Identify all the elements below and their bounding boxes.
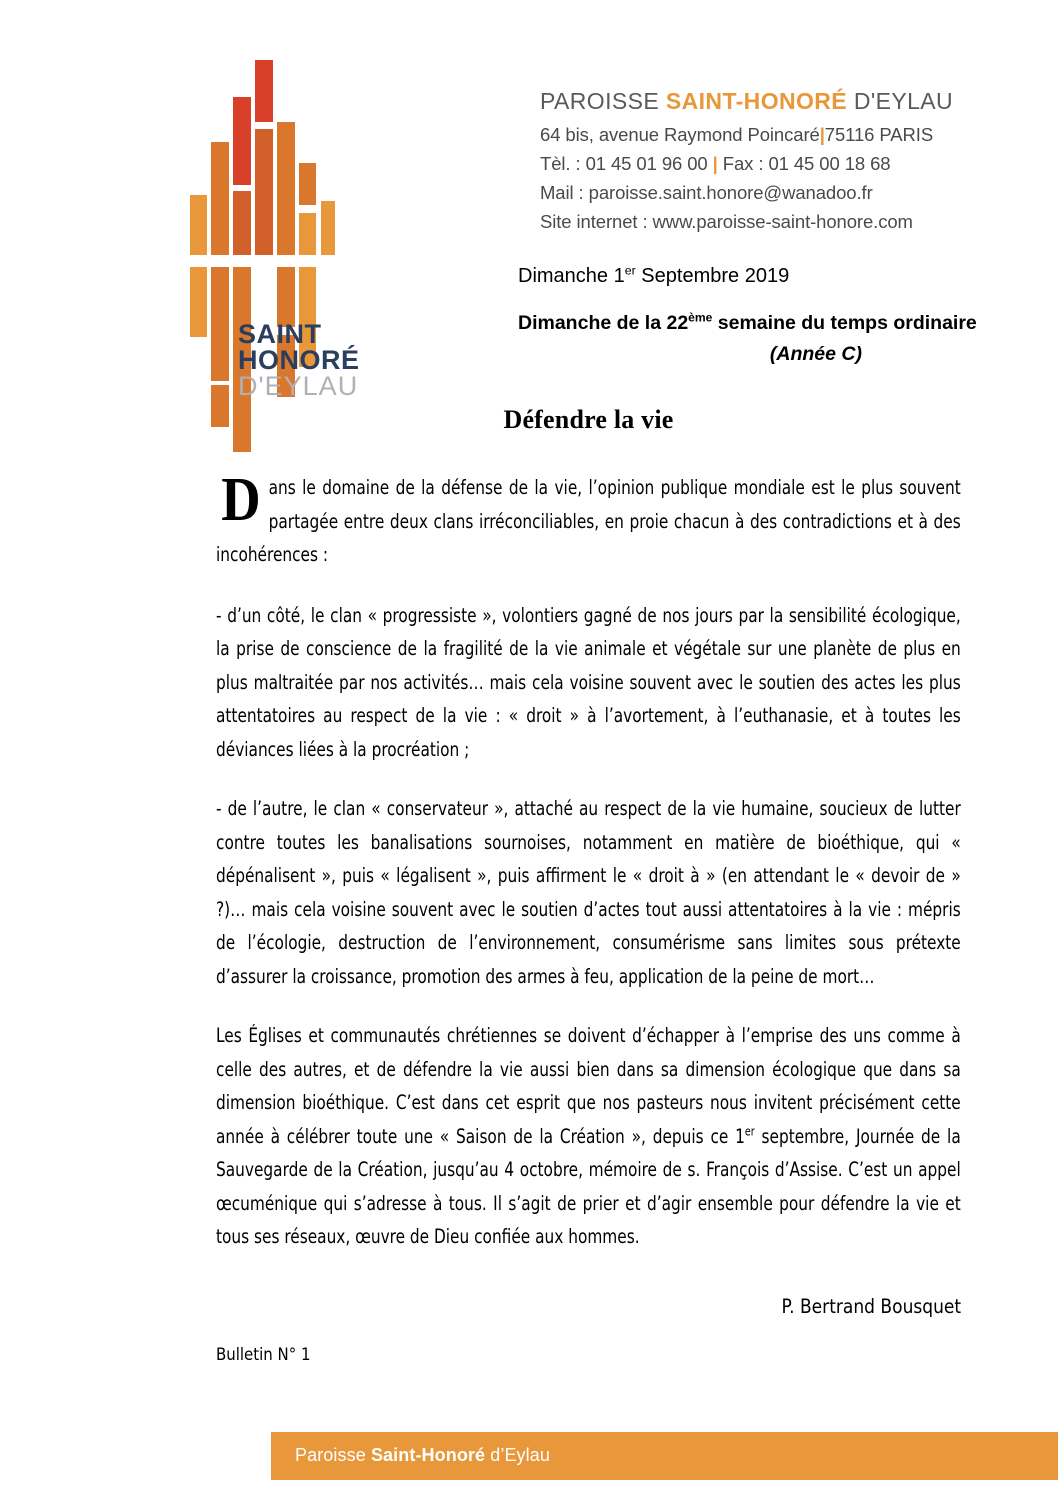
logo-pipe-bar: [190, 195, 207, 255]
phone-label: Tèl. :: [540, 153, 586, 174]
article-paragraph-1: [216, 466, 961, 572]
article-title: Défendre la vie: [503, 405, 674, 434]
footer-bar: [271, 1432, 1058, 1480]
article-paragraph-4-ordinal: er: [744, 1124, 755, 1139]
parish-title: [540, 88, 1020, 115]
parish-address-line: [540, 124, 1020, 146]
logo-pipe-bar: [277, 267, 295, 327]
article-paragraph-4-part2: septembre, Journée de la Sauvegarde de la Création, jusqu’au 4 octobre, mémoire de s. François d’Assise. C’est un appel œcuménique qui s’adresse à tous. Il s’agit de prier et d’agir ensemble pour défendre la vie et tous ses réseaux, œuvre de Dieu confiée aux hommes.: [216, 1124, 961, 1248]
mass-date-suffix: Septembre 2019: [635, 265, 790, 287]
logo-pipe-bar: [277, 122, 295, 255]
logo-pipe-bar: [211, 267, 229, 381]
article-paragraph-4: [216, 1019, 961, 1254]
mass-date-prefix: Dimanche 1: [518, 265, 625, 287]
fax-label: Fax :: [722, 153, 769, 174]
liturgical-week: [518, 312, 977, 335]
bulletin-number: [216, 1345, 323, 1365]
article-signature: [216, 1295, 961, 1318]
phone-separator: |: [707, 153, 723, 174]
footer-parish-label: [295, 1445, 550, 1466]
parish-phone-line: [540, 153, 1020, 175]
document-header: [0, 0, 1058, 401]
bulletin-number-text: Bulletin N° 1: [216, 1345, 311, 1365]
liturgical-year: (Année C): [769, 343, 862, 365]
footer-highlight: Saint-Honoré: [370, 1445, 486, 1465]
article-paragraph-3: - de l’autre, le clan « conservateur », attaché au respect de la vie humaine, soucieux de lutter contre toutes les banalisations sournoises, notamment en matière de bioéthique, qui « dépénalisent », puis « légalisent », puis affirment le « droit à » (en attendant le « devoir de » ?)… mais cela voisine souvent avec le soutien d’actes tout aussi attentatoires à la vie : mépris de l’écologie, destruction de l’environnement, consumérisme sans limites sous prétexte d’assurer la croissance, promotion des armes à feu, application de la peine de mort…: [216, 797, 961, 988]
parish-street: 64 bis, avenue Raymond Poincaré: [540, 124, 820, 145]
mass-date-ordinal: er: [624, 263, 636, 278]
logo-pipe-bar: [321, 201, 335, 255]
address-separator: |: [819, 124, 825, 145]
liturgical-week-ordinal: ème: [688, 310, 713, 325]
fax-number: 01 45 00 18 68: [768, 153, 891, 174]
article-paragraph-4-part1: Les Églises et communautés chrétiennes se doivent d’échapper à l’emprise des uns comme à celle des autres, et de défendre la vie aussi bien dans sa dimension écologique que dans sa dimension bioéthique. C’est dans cet esprit que nos pasteurs nous invitent précisément cette année à célébrer toute une « Saison de la Création », depuis ce 1: [216, 1024, 961, 1148]
logo-pipe-bar: [233, 97, 251, 185]
article-paragraph-1-text: ans le domaine de la défense de la vie, l’opinion publique mondiale est le plus souvent partagée entre deux clans irréconciliables, en proie chacun à des contradictions et à des incohérences :: [216, 476, 961, 566]
footer-prefix: Paroisse: [295, 1445, 371, 1465]
logo-wordmark: [238, 319, 388, 401]
liturgical-week-prefix: Dimanche de la 22: [518, 312, 689, 334]
logo-pipe-bar: [255, 129, 273, 255]
logo-wordmark-line-honore: HONORÉ: [238, 344, 360, 375]
parish-postal-city: 75116 PARIS: [824, 124, 934, 145]
parish-title-suffix: D'EYLAU: [847, 88, 954, 114]
logo-wordmark-line-saint: SAINT: [238, 319, 322, 349]
signature-name: P. Bertrand Bousquet: [781, 1295, 961, 1318]
drop-cap: D: [221, 466, 261, 534]
parish-contact-block: [540, 88, 1020, 240]
logo-pipe-bar: [190, 267, 207, 337]
article-paragraph-2: - d’un côté, le clan « progressiste », volontiers gagné de nos jours par la sensibilité écologique, la prise de conscience de la fragilité de la vie animale et végétale sur une planète de plus en plus maltraitée par nos activités… mais cela voisine souvent avec le soutien des actes les plus attentatoires au respect de la vie : « droit » à l’avortement, à l’euthanasie, et à toutes les déviances liées à la procréation ;: [216, 603, 961, 761]
footer-suffix: d’Eylau: [485, 1445, 550, 1465]
mass-date: [518, 265, 789, 288]
logo-pipe-bar: [255, 60, 273, 122]
organ-pipes-icon: [190, 45, 335, 350]
logo-pipe-bar: [299, 163, 316, 205]
parish-mail-line: Mail : paroisse.saint.honore@wanadoo.fr: [540, 182, 873, 203]
logo-pipe-bar: [233, 191, 251, 255]
logo-pipe-bar: [211, 142, 229, 255]
parish-title-highlight: SAINT-HONORÉ: [665, 88, 848, 114]
parish-website-line: Site internet : www.paroisse-saint-honore.com: [540, 211, 913, 232]
phone-number: 01 45 01 96 00: [585, 153, 708, 174]
logo-pipe-bar: [299, 213, 316, 255]
article-body: [216, 405, 961, 1254]
parish-title-prefix: PAROISSE: [540, 88, 666, 114]
liturgical-week-suffix: semaine du temps ordinaire: [712, 312, 977, 334]
logo-wordmark-line-deylau: D'EYLAU: [238, 370, 359, 401]
parish-logo: [190, 45, 380, 401]
